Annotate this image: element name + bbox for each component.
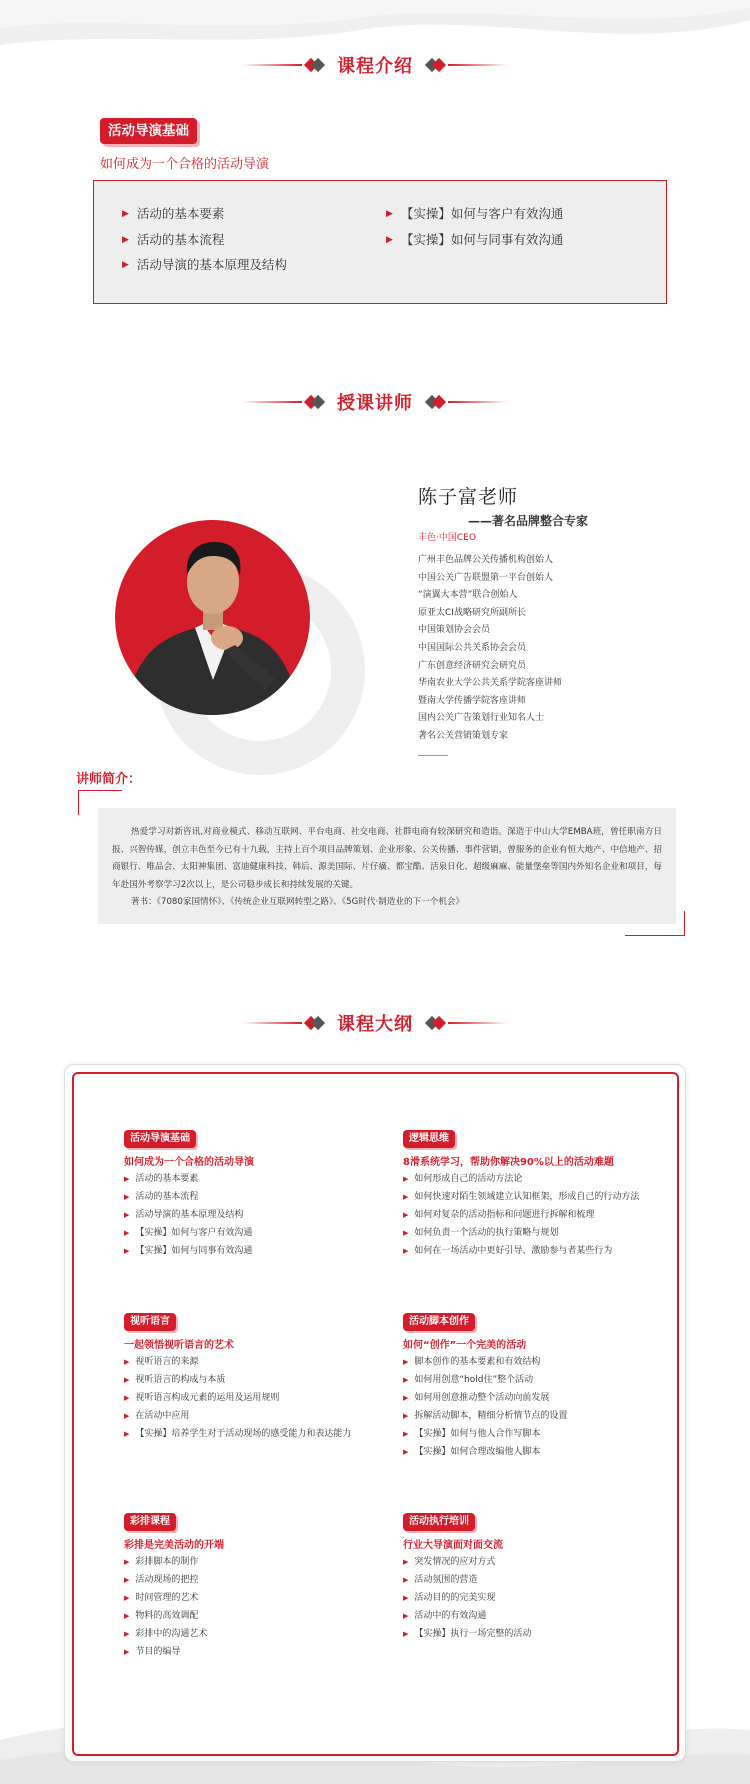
list-item: ▶ 如何用创意“hold住”整个活动 [403, 1374, 567, 1392]
credential-item: 华南农业大学公共关系学院客座讲师 [418, 678, 563, 689]
arrow-right-icon: ▶ [403, 1211, 409, 1219]
section-title-text: 课程介绍 [337, 56, 413, 77]
list-item: ▶ 彩排中的沟通艺术 [124, 1628, 207, 1646]
arrow-right-icon: ▶ [124, 1376, 130, 1384]
module-tag: 视听语言 [124, 1313, 176, 1331]
arrow-right-icon: ▶ [403, 1630, 409, 1638]
list-item: ▶ 脚本创作的基本要素和有效结构 [403, 1356, 567, 1374]
module-tag: 活动脚本创作 [403, 1313, 475, 1331]
arrow-right-icon: ▶ [124, 1594, 130, 1602]
arrow-right-icon: ▶ [403, 1558, 409, 1566]
top-wave-decoration [0, 0, 750, 60]
credential-item: 广东创意经济研究会研究员 [418, 660, 527, 671]
intro-right-list [386, 207, 563, 258]
arrow-right-icon: ▶ [124, 1412, 130, 1420]
arrow-right-icon: ▶ [124, 1358, 130, 1366]
list-item: ▶ 活动的基本流程 [124, 1191, 252, 1209]
module-subtitle: 行业大导演面对面交流 [403, 1540, 503, 1551]
bio-label: 讲师简介： [76, 772, 142, 787]
section-title-text: 授课讲师 [337, 393, 413, 414]
module-subtitle: 一起领悟视听语言的艺术 [124, 1340, 234, 1351]
module-tag: 活动导演基础 [124, 1130, 196, 1148]
diamond-icon [306, 60, 323, 70]
intro-left-list [122, 207, 287, 284]
module-subtitle: 彩排是完美活动的开端 [124, 1540, 224, 1551]
list-item: ▶ 如何对复杂的活动指标和问题进行拆解和梳理 [403, 1209, 639, 1227]
outline-module [403, 1509, 532, 1639]
arrow-right-icon: ▶ [403, 1412, 409, 1420]
outline-module [124, 1509, 224, 1657]
list-item: ▶ 【实操】培养学生对于活动现场的感受能力和表达能力 [124, 1428, 351, 1446]
diamond-icon [427, 60, 444, 70]
list-item: ▶ 活动导演的基本原理及结构 [124, 1209, 252, 1227]
credential-item: “演翼大本营”联合创始人 [418, 590, 518, 601]
arrow-right-icon: ▶ [124, 1394, 130, 1402]
arrow-right-icon: ▶ [403, 1576, 409, 1584]
intro-module-subtitle: 如何成为一个合格的活动导演 [100, 157, 270, 172]
list-item: ▶ 活动现场的把控 [124, 1574, 207, 1592]
arrow-right-icon: ▶ [124, 1211, 130, 1219]
diamond-icon [427, 397, 444, 407]
arrow-right-icon: ▶ [403, 1430, 409, 1438]
outline-module [403, 1309, 568, 1457]
teacher-title: ——著名品牌整合专家 [468, 514, 589, 528]
list-item: ▶ 【实操】如何与他人合作写脚本 [403, 1428, 567, 1446]
bio-books: 著书：《7080家国情怀》、《传统企业互联网转型之路》、《5G时代·制造业的下一个机会》 [130, 897, 465, 907]
section-title-outline [0, 1010, 750, 1036]
teacher-role: 丰色·中国CEO [418, 533, 476, 543]
arrow-right-icon: ▶ [124, 1612, 130, 1620]
arrow-right-icon: ▶ [403, 1612, 409, 1620]
arrow-right-icon: ▶ [124, 1576, 130, 1584]
arrow-right-icon: ▶ [124, 1558, 130, 1566]
credential-item: 中国国际公共关系协会会员 [418, 642, 527, 653]
module-subtitle: 8滑系统学习，帮助你解决90%以上的活动难题 [403, 1157, 614, 1168]
list-item: ▶ 【实操】如何与客户有效沟通 [386, 207, 563, 233]
diamond-icon [306, 397, 323, 407]
credential-item: 广州丰色品牌公关传播机构创始人 [418, 555, 554, 565]
section-title-text: 课程大纲 [337, 1014, 413, 1035]
list-item: ▶ 拆解活动脚本，精细分析情节点的设置 [403, 1410, 567, 1428]
arrow-right-icon: ▶ [403, 1193, 409, 1201]
list-item: ▶ 如何快速对陌生领域建立认知框架，形成自己的行动方法 [403, 1191, 639, 1209]
list-item: ▶ 活动的基本要素 [122, 207, 287, 233]
corner-decoration [625, 911, 685, 936]
outline-module [403, 1126, 640, 1256]
arrow-right-icon: ▶ [122, 234, 129, 245]
arrow-right-icon: ▶ [124, 1648, 130, 1656]
list-item: ▶ 如何用创意推动整个活动向前发展 [403, 1392, 567, 1410]
module-subtitle: 如何“创作”一个完美的活动 [403, 1340, 527, 1351]
teacher-portrait-icon [115, 520, 310, 715]
list-item: ▶ 彩排脚本的制作 [124, 1556, 207, 1574]
arrow-right-icon: ▶ [124, 1175, 130, 1183]
arrow-right-icon: ▶ [403, 1376, 409, 1384]
arrow-right-icon: ▶ [403, 1247, 409, 1255]
arrow-right-icon: ▶ [122, 260, 129, 270]
list-item: ▶ 节目的编导 [124, 1646, 207, 1664]
credential-item: 原亚太CI战略研究所副所长 [418, 607, 526, 618]
list-item: ▶ 【实操】如何与同事有效沟通 [386, 233, 563, 259]
list-item: ▶ 如何在一场活动中更好引导、激励参与者某些行为 [403, 1245, 639, 1263]
module-subtitle: 如何成为一个合格的活动导演 [124, 1157, 254, 1168]
arrow-right-icon: ▶ [403, 1594, 409, 1602]
arrow-right-icon: ▶ [124, 1193, 130, 1201]
list-item: ▶ 【实操】如何与客户有效沟通 [124, 1227, 252, 1245]
list-item: ▶ 活动的基本要素 [124, 1173, 252, 1191]
credential-item: 著名公关营销策划专家 [418, 730, 509, 741]
bio-box [98, 808, 676, 924]
arrow-right-icon: ▶ [403, 1229, 409, 1237]
arrow-right-icon: ▶ [386, 209, 393, 219]
arrow-right-icon: ▶ [403, 1358, 409, 1366]
list-item: ▶ 活动的基本流程 [122, 233, 287, 259]
list-item: ▶ 【实操】执行一场完整的活动 [403, 1628, 531, 1646]
list-item: ▶ 视听语言构成元素的运用及运用规则 [124, 1392, 351, 1410]
list-item: ▶ 【实操】如何与同事有效沟通 [124, 1245, 252, 1263]
list-item: ▶ 在活动中应用 [124, 1410, 351, 1428]
intro-module-tag: 活动导演基础 [100, 118, 197, 144]
arrow-right-icon: ▶ [124, 1430, 130, 1438]
arrow-right-icon: ▶ [124, 1247, 130, 1255]
outline-module [124, 1309, 352, 1439]
arrow-right-icon: ▶ [403, 1394, 409, 1402]
list-item: ▶ 活动目的的完美实现 [403, 1592, 531, 1610]
bio-paragraph: 热爱学习对新咨讯,对商业模式、移动互联网、平台电商、社交电商、社群电商有较深研究和造诣。深造于中山大学EMBA班，曾任职南方日报、兴智传媒，创立丰色至今已有十九载，主持上百个项目品牌策划、企业形象、公关传播、事件营销，曾服务的企业有恒大地产、中信地产、招商银行、唯品会、太阳神集团、富迪健康科技、韩后、源美国际、片仔癀、都宝酷、活泉日化、超级麻麻、能量堡垒等国内外知名企业和项目，每年赴国外考察学习2次以上，是公司稳步成长和持续发展的关键。 [112, 827, 663, 890]
arrow-right-icon: ▶ [124, 1630, 130, 1638]
diamond-icon [427, 1018, 444, 1028]
module-tag: 彩排课程 [124, 1513, 176, 1531]
list-item: ▶ 如何负责一个活动的执行策略与规划 [403, 1227, 639, 1245]
teacher-name: 陈子富老师 [418, 486, 519, 508]
list-item: ▶ 突发情况的应对方式 [403, 1556, 531, 1574]
diamond-icon [306, 1018, 323, 1028]
list-item: ▶ 活动氛围的营造 [403, 1574, 531, 1592]
arrow-right-icon: ▶ [124, 1229, 130, 1237]
teacher-credentials [418, 554, 562, 748]
credential-item: 暨南大学传播学院客座讲师 [418, 695, 527, 706]
list-item: ▶ 活动中的有效沟通 [403, 1610, 531, 1628]
arrow-right-icon: ▶ [386, 234, 393, 245]
list-item: ▶ 物料的高效调配 [124, 1610, 207, 1628]
section-title-lecturer [0, 389, 750, 415]
divider [418, 755, 448, 756]
outline-module [124, 1126, 254, 1256]
list-item: ▶ 如何形成自己的活动方法论 [403, 1173, 639, 1191]
arrow-right-icon: ▶ [403, 1175, 409, 1183]
credential-item: 中国策划协会会员 [418, 625, 491, 636]
list-item: ▶ 时间管理的艺术 [124, 1592, 207, 1610]
list-item: ▶ 【实操】如何合理改编他人脚本 [403, 1446, 567, 1464]
intro-content-box [93, 180, 667, 304]
credential-item: 中国公关广告联盟第一平台创始人 [418, 572, 554, 583]
credential-item: 国内公关广告策划行业知名人士 [418, 713, 545, 724]
module-tag: 活动执行培训 [403, 1513, 475, 1531]
section-title-intro [0, 52, 750, 78]
module-tag: 逻辑思维 [403, 1130, 455, 1148]
arrow-right-icon: ▶ [403, 1448, 409, 1456]
list-item: ▶ 视听语言的来源 [124, 1356, 351, 1374]
teacher-photo [115, 520, 310, 715]
list-item: ▶ 视听语言的构成与本质 [124, 1374, 351, 1392]
list-item: ▶ 活动导演的基本原理及结构 [122, 258, 287, 284]
arrow-right-icon: ▶ [122, 209, 129, 219]
